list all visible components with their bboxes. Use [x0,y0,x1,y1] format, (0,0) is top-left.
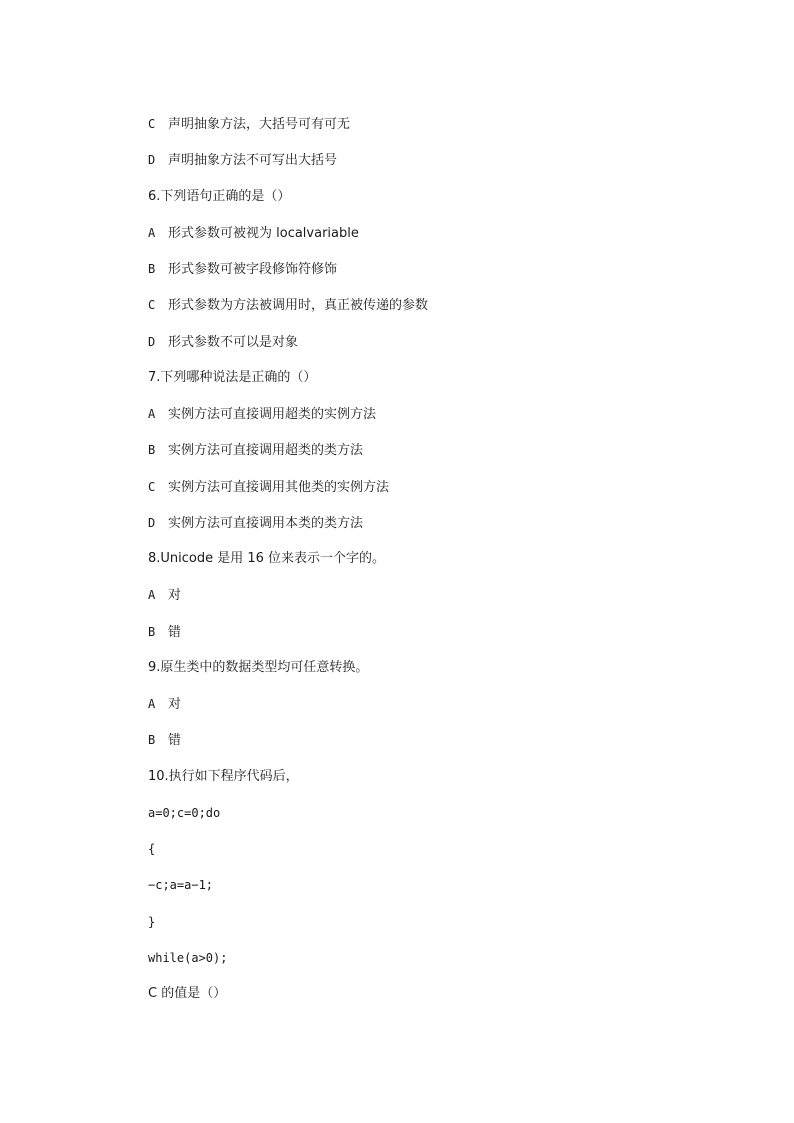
option-letter: B [148,262,156,276]
option-letter: A [148,407,156,421]
option-letter: B [148,443,156,458]
question-line: 10.执行如下程序代码后， [148,768,299,784]
option-text: 实例方法可直接调用其他类的实例方法 [168,479,390,495]
question-line: 9.原生类中的数据类型均可任意转换。 [148,659,369,675]
option-letter: D [148,153,156,168]
option-line [148,112,708,148]
option-line [148,511,708,547]
option-letter: D [148,334,156,349]
option-text: 形式参数可被视为 localvariable [168,225,359,241]
code-line: a=0;c=0;do [148,805,221,820]
option-text: 形式参数为方法被调用时，真正被传递的参数 [168,298,429,314]
code-line: } [148,914,156,929]
code-line: while(a>0); [148,950,228,965]
option-line [148,728,708,764]
option-line [148,475,708,511]
option-line [148,583,708,619]
option-line [148,148,708,184]
option-text: 对 [168,697,182,712]
option-line [148,330,708,366]
option-text: 实例方法可直接调用本类的类方法 [168,515,364,531]
option-line [148,221,708,257]
option-letter: D [148,515,156,530]
option-letter: C [148,298,156,313]
option-text: 错 [168,624,182,640]
option-letter: C [148,117,156,131]
option-text: 对 [168,588,182,604]
option-text: 声明抽象方法，大括号可有可无 [168,117,351,132]
code-line: { [148,842,156,856]
option-text: 声明抽象方法不可写出大括号 [168,153,338,169]
option-line [148,620,708,656]
question-line: 7.下列哪种说法是正确的（） [148,369,317,385]
option-text: 形式参数不可以是对象 [168,334,299,350]
option-line [148,402,708,438]
question-line: C 的值是（） [148,986,227,1001]
option-letter: A [148,588,156,603]
option-letter: A [148,697,156,711]
document-body [148,112,708,1018]
option-text: 错 [168,733,182,749]
question-line: 8.Unicode 是用 16 位来表示一个字的。 [148,551,386,566]
option-line [148,438,708,474]
option-line [148,692,708,728]
option-line [148,257,708,293]
question-line: 6.下列语句正确的是（） [148,188,291,204]
option-letter: C [148,479,156,494]
option-letter: B [148,624,156,639]
option-text: 形式参数可被字段修饰符修饰 [168,262,338,277]
option-line [148,293,708,329]
option-letter: A [148,225,156,240]
code-line: −c;a=a−1; [148,878,214,893]
option-text: 实例方法可直接调用超类的类方法 [168,443,364,459]
option-letter: B [148,733,156,748]
option-text: 实例方法可直接调用超类的实例方法 [168,407,377,422]
